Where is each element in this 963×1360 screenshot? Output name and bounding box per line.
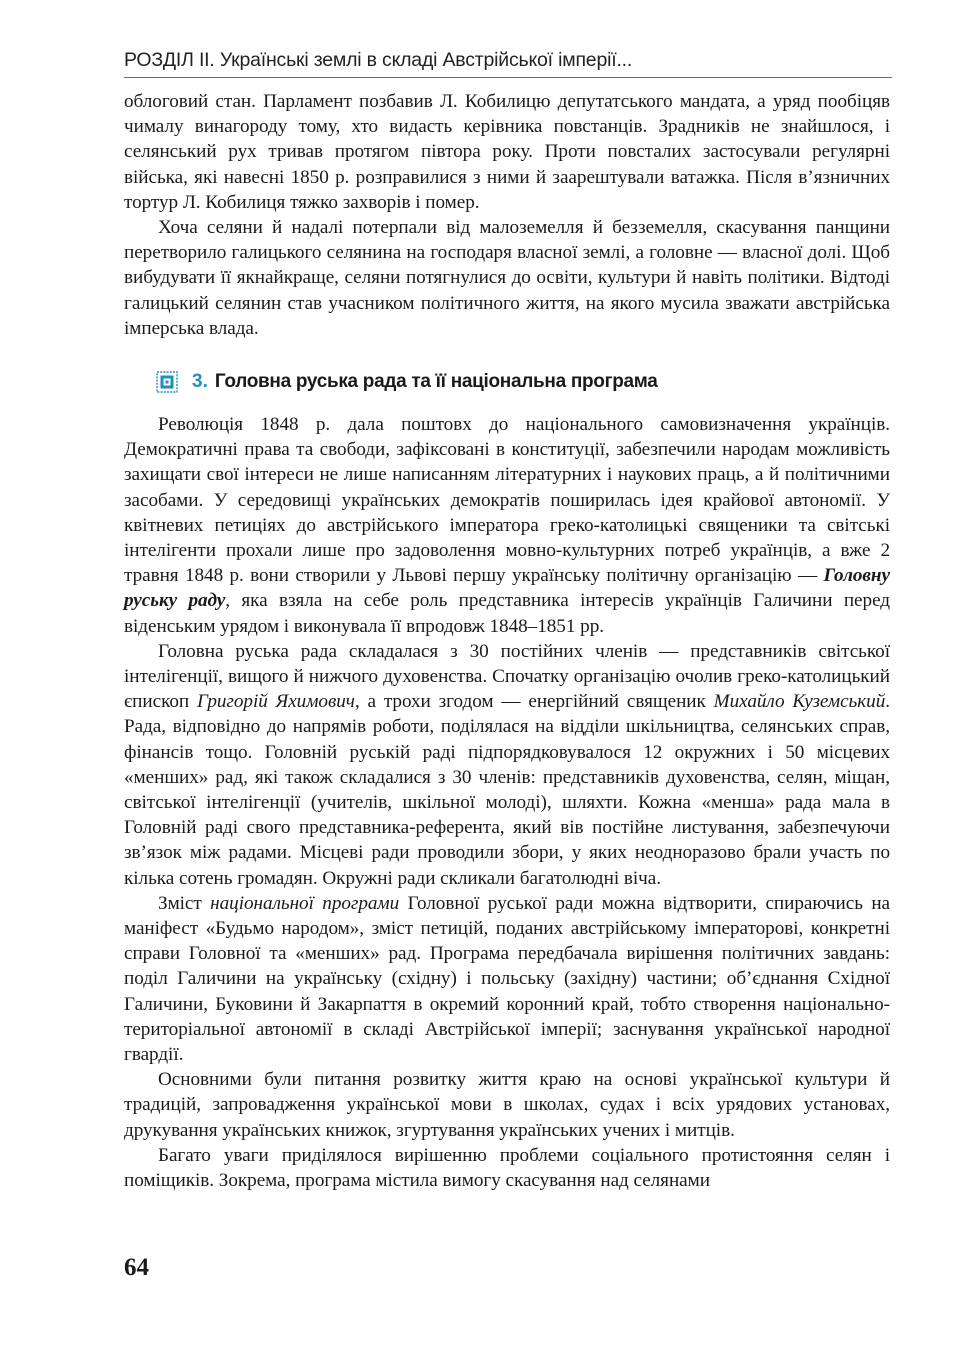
text-run: Головна руська рада складалася з 30 постійних членів — представників світської інтелігенції, вищого й нижчого духовенства. Спочатку організацію очолив греко-католицький єпископ — [124, 640, 890, 713]
person-name-kuzemskyi: Михайло Куземський — [713, 691, 886, 713]
text-run: , а трохи згодом — енергійний священик — [354, 691, 714, 713]
running-header — [124, 47, 892, 78]
page-number: 64 — [124, 1254, 149, 1281]
text-run: , яка взяла на себе роль представника інтересів українців Галичини перед віденським урядом і виконувала її впродовж 1848–1851 рр. — [124, 590, 890, 637]
paragraph-council-structure — [124, 639, 890, 891]
text-run: . Рада, відповідно до напрямів роботи, поділялася на відділи шкільництва, селянських справ, фінансів тощо. Головній руській раді підпорядковувалося 12 окружних і 50 місцевих «менших» рад, які також складалися з 30 членів: представників духовенства, селян, міщан, світської інтелігенції (учителів, шкільної молоді), шляхти. Кожна «менша» рада мала в Головній раді свого представника-референта, який вів постійне листування, забезпечуючи зв’язок між радами. Місцеві ради проводили збори, у яких неодноразово брали участь по кілька сотень громадян. Окружні ради скликали багатолюдні віча. — [124, 691, 891, 889]
paragraph-culture-issues: Основними були питання розвитку життя краю на основі української культури й традицій, запровадження української мови в школах, судах і всіх урядових установах, друкування українських книжок, згуртування українських учених і митців. — [124, 1069, 890, 1141]
paragraph-social-issues: Багато уваги приділялося вирішенню проблеми соціального протистояння селян і поміщиків. Зокрема, програма містила вимогу скасування над селянами — [124, 1144, 890, 1192]
paragraph-peasant-politics: Хоча селяни й надалі потерпали від малоземелля й безземелля, скасування панщини перетворило галицького селянина на господаря власної землі, а головне — власної долі. Щоб вибудувати її якнайкраще, селяни потягнулися до освіти, культури й навіть політики. Відтоді галицький селянин став учасником політичного життя, на якого мусила зважати австрійська імперська влада. — [124, 217, 890, 339]
text-run: Революція 1848 р. дала поштовх до національного самовизначення українців. Демократичні права та свободи, зафіксовані в конституції, забезпечили народам можливість захищати свої інтереси не лише написанням літературних і наукових праць, а й політичними засобами. У середовищі українських демократів поширилась ідея крайової автономії. У квітневих петиціях до австрійського імператора греко-католицькі священики та світські інтелігенти прохали лише про задоволення мовно-культурних потреб українців, а вже 2 травня 1848 р. вони створили у Львові першу українську політичну організацію — — [124, 414, 890, 587]
text-run: Зміст — [158, 892, 211, 914]
paragraph-national-program — [124, 891, 890, 1067]
text-run: Головної руської ради можна відтворити, спираючись на маніфест «Будьмо народом», зміст петицій, поданих австрійському імператорові, конкретні справи Головної та «менших» рад. Програма передбачала вирішення політичних завдань: поділ Галичини на українську (східну) і польську (західну) частини; об’єднання Східної Галичини, Буковини й Закарпаття в окремий коронний край, тобто створення національно-територіальної автономії в складі Австрійської імперії; заснування української народної гвардії. — [124, 892, 891, 1066]
term-national-program: національної програми — [210, 892, 400, 914]
running-header-title: РОЗДІЛ ІІ. Українські землі в складі Австрійської імперії... — [124, 49, 633, 71]
paragraph-revolution-1848 — [124, 412, 890, 639]
section-marker-icon — [156, 371, 178, 393]
section-heading — [156, 368, 658, 396]
section-title: Головна руська рада та її національна програма — [214, 371, 658, 392]
main-text-block — [124, 412, 890, 1193]
term-golovna-ruska-rada: Головну руську раду — [124, 565, 890, 612]
section-number: 3. — [192, 371, 208, 392]
paragraph-continuation: облоговий стан. Парламент позбавив Л. Кобилицю депутатського мандата, а уряд пообіцяв чималу винагороду тому, хто видасть керівника повстанців. Зрадників не знайшлося, і селянський рух тривав протягом півтора року. Проти повсталих застосували регулярні війська, які навесні 1850 р. розправилися з ними й заарештували ватажка. Після в’язничних тортур Л. Кобилиця тяжко захворів і помер. — [124, 91, 890, 213]
person-name-yakhymovych: Григорій Яхимович — [197, 691, 355, 713]
intro-text-block — [124, 89, 890, 341]
